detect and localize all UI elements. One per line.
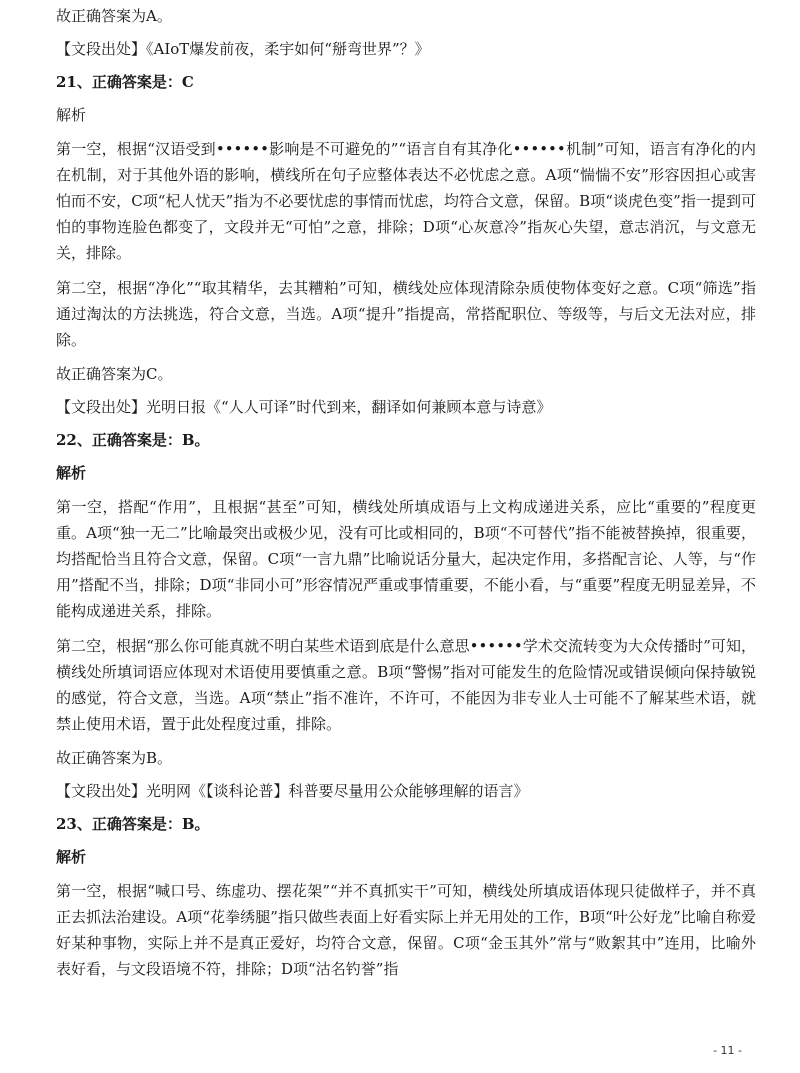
analysis-22-blank-1: 第一空，搭配“作用”，且根据“甚至”可知，横线处所填成语与上文构成递进关系，应比“重要的”程度更重。A项“独一无二”比喻最突出或极少见，没有可比或相同的，B项“不可替代”指不能被替换掉，很重要，均搭配恰当且符合文意，保留。C项“一言九鼎”比喻说话分量大，起决定作用，多搭配言论、人等，与“作用”搭配不当，排除；D项“非同小可”形容情况严重或事情重要，不能小看，与“重要”程度无明显差异，不能构成递进关系，排除。 [56,498,756,620]
analysis-22-blank-2: 第二空，根据“那么你可能真就不明白某些术语到底是什么意思••••••学术交流转变为大众传播时”可知，横线处所填词语应体现对术语使用要慎重之意。B项“警惕”指对可能发生的危险情况或错误倾向保持敏锐的感觉，符合文意，当选。A项“禁止”指不准许，不许可，不能因为非专业人士可能不了解某些术语，就禁止使用术语，置于此处程度过重，排除。 [56,637,756,733]
analysis-21-blank-1: 第一空，根据“汉语受到••••••影响是不可避免的”“语言自有其净化••••••机制”可知，语言有净化的内在机制，对于其他外语的影响，横线所在句子应整体表达不必忧虑之意。A项“惴惴不安”形容因担心或害怕而不安，C项“杞人忧天”指为不必要忧虑的事情而忧虑，均符合文意，保留。B项“谈虎色变”指一提到可怕的事物连脸色都变了，文段并无“可怕”之意，排除；D项“心灰意冷”指灰心失望，意志消沉，与文意无关，排除。 [56,140,756,262]
analysis-label-23: 解析 [56,848,87,866]
question-22-heading: 22、正确答案是：B。 [56,431,210,449]
analysis-label-21: 解析 [56,106,87,124]
question-21-heading: 21、正确答案是：C [56,73,194,91]
answer-conclusion-22: 故正确答案为B。 [56,749,173,767]
answer-conclusion-20: 故正确答案为A。 [56,7,172,25]
source-citation-22: 【文段出处】光明网《【谈科论普】科普要尽量用公众能够理解的语言》 [56,782,529,800]
document-page [56,0,756,991]
analysis-23-blank-1: 第一空，根据“喊口号、练虚功、摆花架”“并不真抓实干”可知，横线处所填成语体现只徒做样子，并不真正去抓法治建设。A项“花拳绣腿”指只做些表面上好看实际上并无用处的工作，B项“叶公好龙”比喻自称爱好某种事物，实际上并不是真正爱好，均符合文意，保留。C项“金玉其外”常与“败絮其中”连用，比喻外表好看，与文段语境不符，排除；D项“沽名钓誉”指 [56,882,756,978]
answer-conclusion-21: 故正确答案为C。 [56,365,173,383]
page-number: - 11 - [713,1044,742,1057]
source-citation-20: 【文段出处】《AIoT爆发前夜，柔宇如何“掰弯世界”？》 [56,40,430,58]
analysis-21-blank-2: 第二空，根据“净化”“取其精华，去其糟粕”可知，横线处应体现清除杂质使物体变好之意。C项“筛选”指通过淘汰的方法挑选，符合文意，当选。A项“提升”指提高，常搭配职位、等级等，与后文无法对应，排除。 [56,279,756,349]
question-23-heading: 23、正确答案是：B。 [56,815,210,833]
analysis-label-22: 解析 [56,464,87,482]
source-citation-21: 【文段出处】光明日报《“人人可译”时代到来，翻译如何兼顾本意与诗意》 [56,398,552,416]
